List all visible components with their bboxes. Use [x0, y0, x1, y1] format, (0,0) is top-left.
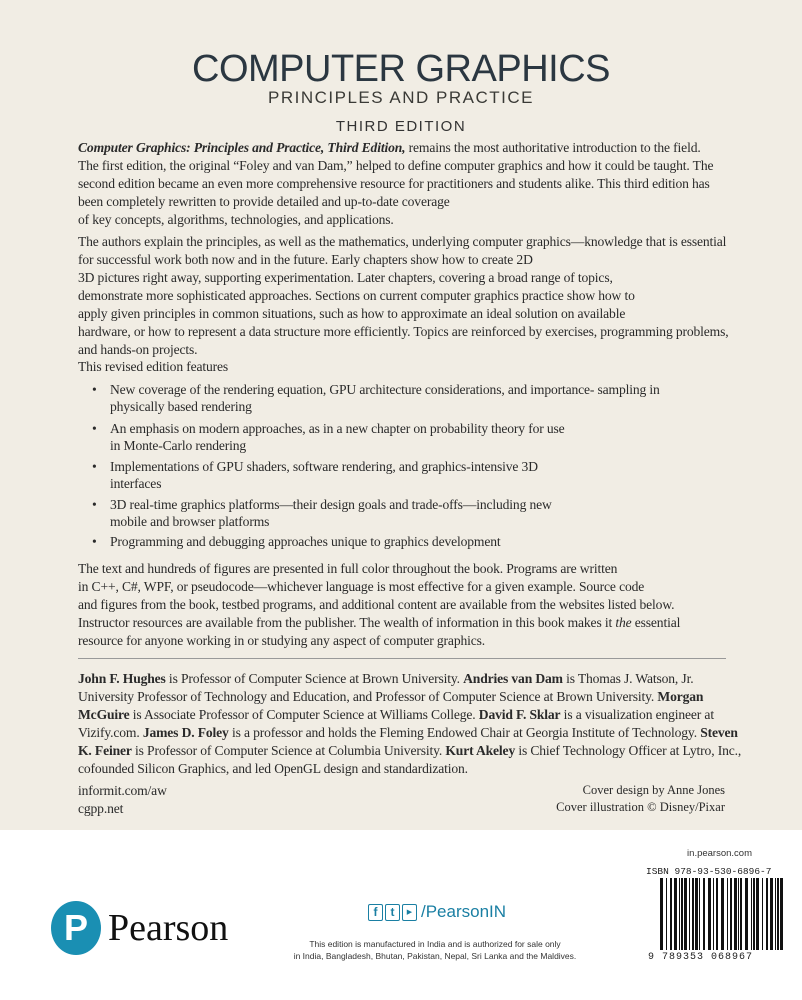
pearson-logo [50, 900, 228, 956]
barcode-bar [762, 878, 763, 950]
barcode-bar [770, 878, 773, 950]
feature-bullet: • 3D real-time graphics platforms—their design goals and trade-offs—including new mobile and browser platforms [92, 497, 552, 529]
website-links [78, 782, 167, 818]
features-intro: This revised edition features [78, 359, 229, 374]
feature-bullet: • An emphasis on modern approaches, as in a new chapter on probability theory for use in Monte-Carlo rendering [92, 421, 565, 453]
author-line: K. Feiner is Professor of Computer Science at Columbia University. Kurt Akeley is Chief Technology Officer at Lytro, Inc., [78, 743, 742, 758]
barcode-bar [745, 878, 748, 950]
author-line: University Professor of Technology and Education, and Professor of Computer Science at Brown University. Morgan [78, 689, 704, 704]
barcode-bar [738, 878, 739, 950]
line: The authors explain the principles, as well as the mathematics, underlying computer graphics—knowledge that is essential [78, 234, 727, 249]
link-cgpp[interactable]: cgpp.net [78, 801, 124, 816]
barcode-bar [777, 878, 779, 950]
barcode-bar [721, 878, 724, 950]
author-line: cofounded Silicon Graphics, and led OpenGL design and standardization. [78, 761, 468, 776]
principles-paragraph [78, 233, 729, 359]
barcode-bar [689, 878, 690, 950]
line: apply given principles in common situations, such as how to approximate an ideal solution on available [78, 306, 626, 321]
line: The first edition, the original “Foley and van Dam,” helped to define computer graphics and how it could be taught. The [78, 158, 714, 173]
barcode-bar [730, 878, 732, 950]
feature-bullet: • Programming and debugging approaches unique to graphics development [92, 534, 501, 549]
barcode-bar [703, 878, 705, 950]
barcode-bar [756, 878, 759, 950]
barcode-bar [753, 878, 755, 950]
line: hardware, or how to represent a data structure more efficiently. Topics are reinforced by exercises, programming problems, [78, 324, 729, 339]
pearson-p-icon [50, 900, 102, 956]
youtube-icon[interactable]: ▶ [402, 904, 417, 921]
social-links [368, 902, 506, 922]
color-paragraph: The text and hundreds of figures are presented in full color throughout the book. Programs are written in C++, C#, WPF, or pseudocode—whichever language is most effective for a given example. Source code and figures from the book, testbed programs, and additional content are available from the websites listed below. Instructor resources are available from the publisher. The wealth of information in this book makes it the essential resource for anyone working in or studying any aspect of computer graphics. [78, 561, 681, 648]
line: demonstrate more sophisticated approaches. Sections on current computer graphics practice show how to [78, 288, 635, 303]
edition: THIRD EDITION [335, 118, 467, 135]
line: second edition became an even more comprehensive resource for practitioners and students alike. This third edition has [78, 176, 710, 191]
author-bios [78, 670, 741, 778]
barcode-bar [681, 878, 683, 950]
publisher-name: Pearson [108, 907, 229, 949]
line: of key concepts, algorithms, technologies, and applications. [78, 212, 394, 227]
line: for successful work both now and in the future. Early chapters show how to create 2D [78, 252, 533, 267]
facebook-icon[interactable]: f [368, 904, 383, 921]
sale-notice: This edition is manufactured in India and is authorized for sale only in India, Bangladesh, Bhutan, Pakistan, Nepal, Sri Lanka and the Maldives. [293, 939, 577, 961]
barcode-bar [679, 878, 680, 950]
pearson-website[interactable]: in.pearson.com [687, 848, 752, 859]
author-line: McGuire is Associate Professor of Computer Science at Williams College. David F. Sklar is a visualization engineer at [78, 707, 714, 722]
book-subtitle: PRINCIPLES AND PRACTICE [268, 88, 534, 107]
barcode-bar [713, 878, 714, 950]
barcode-digits: 9 789353 068967 [648, 952, 754, 963]
line: remains the most authoritative introduction to the field. [405, 140, 701, 155]
barcode-bar [708, 878, 711, 950]
barcode-bar [740, 878, 742, 950]
line: 3D pictures right away, supporting experimentation. Later chapters, covering a broad range of topics, [78, 270, 613, 285]
barcode-bar [751, 878, 752, 950]
link-informit[interactable]: informit.com/aw [78, 783, 167, 798]
feature-bullet: • New coverage of the rendering equation, GPU architecture considerations, and importance- sampling in physically based rendering [92, 382, 660, 414]
line: and hands-on projects. [78, 342, 198, 357]
twitter-icon[interactable]: t [385, 904, 400, 921]
line: been completely rewritten to provide detailed and up-to-date coverage [78, 194, 450, 209]
cover-illustration-credit: Cover illustration © Disney/Pixar [556, 800, 725, 814]
social-handle[interactable]: /PearsonIN [421, 902, 507, 921]
barcode-bar [684, 878, 687, 950]
barcode-bar [766, 878, 768, 950]
book-title: COMPUTER GRAPHICS [192, 48, 610, 90]
divider [78, 658, 726, 659]
barcode-bar [660, 878, 663, 950]
author-line: John F. Hughes is Professor of Computer Science at Brown University. Andries van Dam is Thomas J. Watson, Jr. [78, 671, 694, 686]
cover-design-credit: Cover design by Anne Jones [582, 783, 725, 797]
author-line: Vizify.com. James D. Foley is a professor and holds the Fleming Endowed Chair at Georgia Institute of Technology. Steven [78, 725, 738, 740]
isbn: ISBN 978-93-530-6896-7 [646, 866, 772, 877]
cover-credits [556, 782, 725, 816]
barcode-bar [674, 878, 677, 950]
barcode-bar [692, 878, 694, 950]
barcode-bar [727, 878, 728, 950]
lead-title: Computer Graphics: Principles and Practice, Third Edition, [78, 140, 406, 155]
svg-text:P: P [63, 907, 89, 948]
barcode [660, 878, 788, 955]
barcode-bar [670, 878, 672, 950]
intro-paragraph [78, 139, 713, 229]
barcode-bar [734, 878, 737, 950]
feature-bullet: • Implementations of GPU shaders, software rendering, and graphics-intensive 3D interfaces [92, 459, 538, 491]
barcode-bar [695, 878, 698, 950]
barcode-bar [780, 878, 783, 950]
barcode-bar [775, 878, 776, 950]
barcode-bar [666, 878, 667, 950]
barcode-bar [716, 878, 718, 950]
barcode-bar [699, 878, 700, 950]
